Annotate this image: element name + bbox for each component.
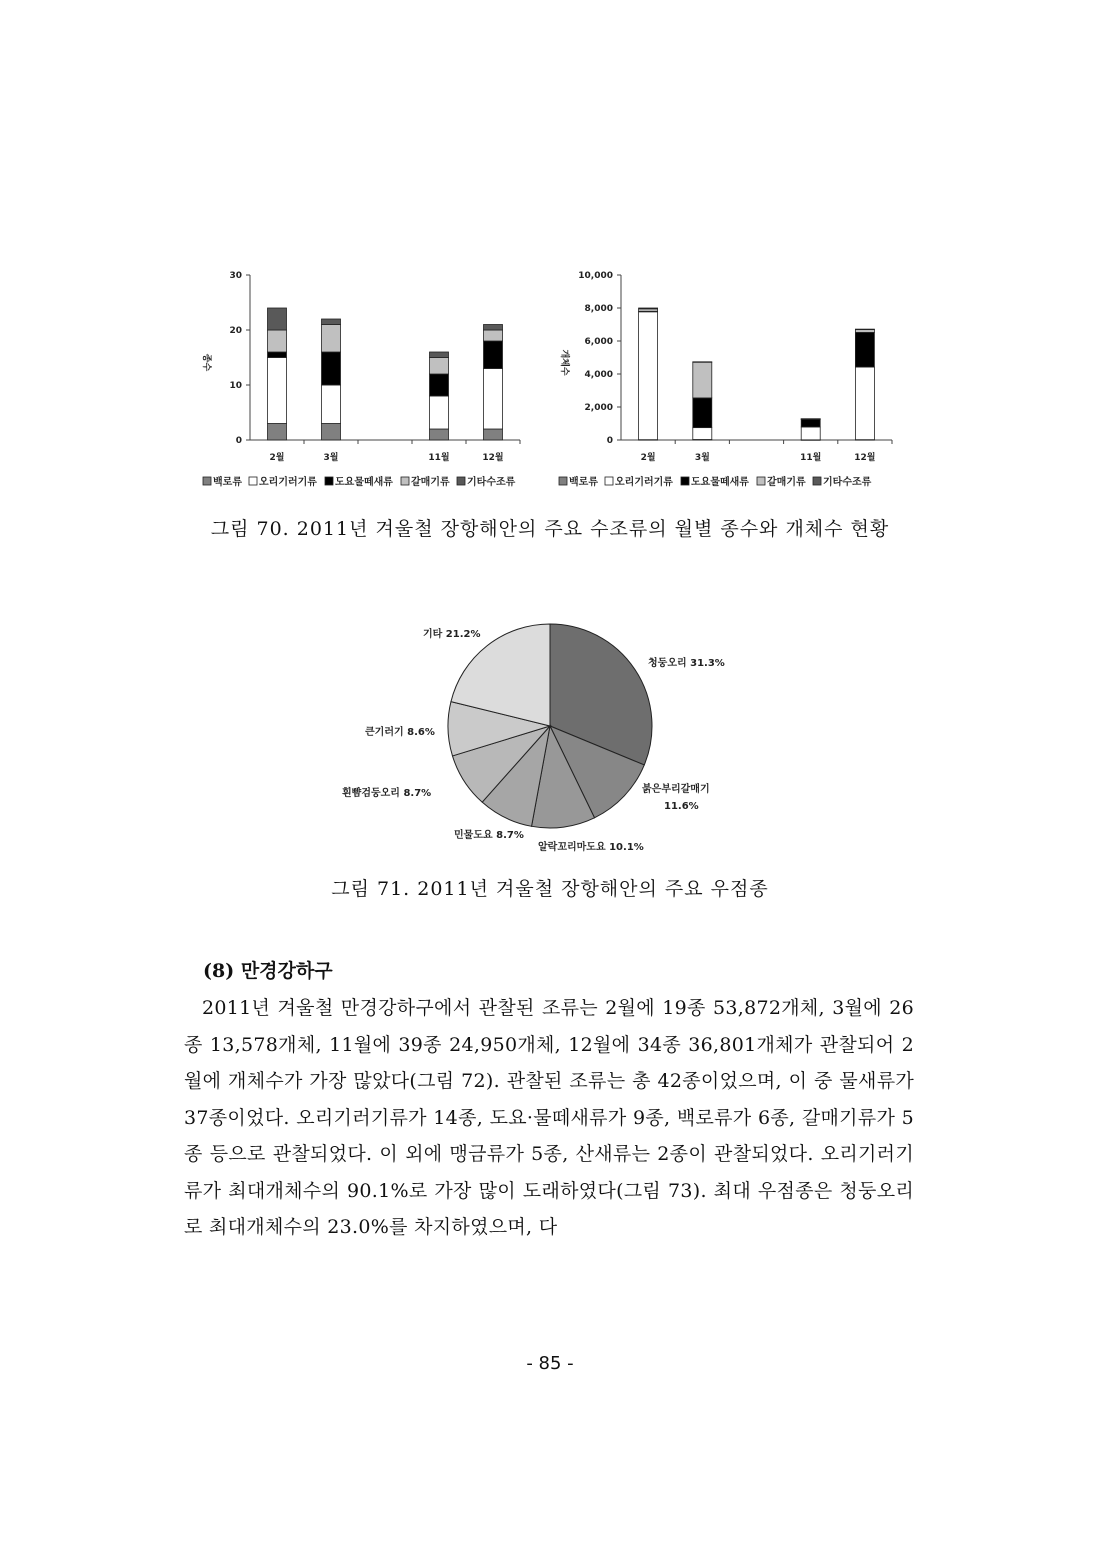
bar-segment bbox=[639, 308, 658, 309]
legend-label: 갈매기류 bbox=[411, 477, 450, 488]
legend-swatch bbox=[605, 477, 613, 485]
bar-segment bbox=[322, 385, 341, 424]
y-tick-label: 6,000 bbox=[584, 337, 613, 347]
bar-segment bbox=[322, 319, 341, 325]
y-tick-label: 20 bbox=[229, 326, 242, 336]
x-tick-label: 2월 bbox=[269, 453, 285, 463]
bar-segment bbox=[801, 427, 820, 440]
bar-segment bbox=[693, 362, 712, 398]
bar-segment bbox=[322, 325, 341, 353]
y-tick-label: 10,000 bbox=[578, 271, 613, 281]
legend-label: 기타수조류 bbox=[467, 477, 516, 488]
y-tick-label: 30 bbox=[229, 271, 242, 281]
bar-segment bbox=[430, 396, 449, 429]
pie-slice-label: 붉은부리갈매기 bbox=[642, 784, 710, 795]
legend-label: 백로류 bbox=[569, 477, 598, 488]
pie-slice-label: 알락꼬리마도요 10.1% bbox=[538, 842, 644, 853]
bar-segment bbox=[268, 308, 287, 330]
bar-segment bbox=[430, 429, 449, 440]
bar-segment bbox=[484, 341, 503, 369]
legend-swatch bbox=[757, 477, 765, 485]
legend-swatch bbox=[457, 477, 465, 485]
body-paragraph: 2011년 겨울철 만경강하구에서 관찰된 조류는 2월에 19종 53,872개체, 3월에 26종 13,578개체, 11월에 39종 24,950개체, 12월에 34종 36,801개체가 관찰되어 2월에 개체수가 가장 많았다(그림 72). 관찰된 조류는 총 42종이었으며, 이 중 물새류가 37종이었다. 오리기러기류가 14종, 도요·물떼새류가 9종, 백로류가 6종, 갈매기류가 5종 등으로 관찰되었다. 이 외에 맹금류가 5종, 산새류는 2종이 관찰되었다. 오리기러기류가 최대개체수의 90.1%로 가장 많이 도래하였다(그림 73). 최대 우점종은 청둥오리로 최대개체수의 23.0%를 차지하였으며, 다 bbox=[184, 997, 914, 1238]
dominant-species-pie-chart bbox=[340, 610, 760, 860]
bar-segment bbox=[855, 329, 874, 330]
bar-segment bbox=[430, 358, 449, 375]
legend-label: 도요물떼새류 bbox=[335, 477, 393, 488]
species-count-stacked-bar-chart bbox=[190, 262, 550, 497]
legend-swatch bbox=[559, 477, 567, 485]
x-tick-label: 11월 bbox=[800, 453, 822, 463]
bar-segment bbox=[484, 325, 503, 331]
y-tick-label: 0 bbox=[235, 436, 242, 446]
bar-segment bbox=[322, 424, 341, 441]
y-tick-label: 2,000 bbox=[584, 403, 613, 413]
y-axis-label: 종수 bbox=[201, 353, 211, 372]
pie-slice-label: 흰뺨검둥오리 8.7% bbox=[342, 788, 432, 799]
legend-label: 백로류 bbox=[213, 477, 242, 488]
figure-70-caption: 그림 70. 2011년 겨울철 장항해안의 주요 수조류의 월별 종수와 개체수 현황 bbox=[210, 518, 890, 540]
pie-slice-label: 청둥오리 31.3% bbox=[648, 658, 725, 669]
legend-label: 갈매기류 bbox=[767, 477, 806, 488]
legend-swatch bbox=[249, 477, 257, 485]
bar-segment bbox=[484, 330, 503, 341]
legend-label: 오리기러기류 bbox=[259, 477, 317, 488]
x-tick-label: 3월 bbox=[323, 453, 339, 463]
bar-segment bbox=[268, 358, 287, 424]
bar-segment bbox=[693, 362, 712, 363]
x-tick-label: 12월 bbox=[482, 453, 504, 463]
legend-swatch bbox=[325, 477, 333, 485]
legend-swatch bbox=[203, 477, 211, 485]
x-tick-label: 3월 bbox=[694, 453, 710, 463]
individual-count-stacked-bar-chart bbox=[550, 262, 910, 497]
bar-segment bbox=[484, 369, 503, 430]
legend-label: 오리기러기류 bbox=[615, 477, 673, 488]
bar-segment bbox=[268, 352, 287, 358]
section-heading: (8) 만경강하구 bbox=[203, 960, 333, 982]
bar-segment bbox=[639, 312, 658, 440]
legend-label: 도요물떼새류 bbox=[691, 477, 749, 488]
legend-swatch bbox=[681, 477, 689, 485]
bar-segment bbox=[268, 330, 287, 352]
bar-segment bbox=[268, 424, 287, 441]
bar-segment bbox=[693, 398, 712, 428]
y-tick-label: 4,000 bbox=[584, 370, 613, 380]
pie-slice-label: 민물도요 8.7% bbox=[454, 830, 524, 841]
bar-segment bbox=[801, 419, 820, 420]
pie-slice-percent: 11.6% bbox=[664, 801, 699, 812]
pie-slice-label: 기타 21.2% bbox=[423, 629, 481, 640]
x-tick-label: 2월 bbox=[640, 453, 656, 463]
bar-segment bbox=[484, 429, 503, 440]
legend-swatch bbox=[813, 477, 821, 485]
legend-label: 기타수조류 bbox=[823, 477, 872, 488]
bar-segment bbox=[801, 419, 820, 427]
x-tick-label: 12월 bbox=[854, 453, 876, 463]
y-tick-label: 0 bbox=[606, 436, 613, 446]
y-axis-label: 개체수 bbox=[559, 349, 569, 376]
bar-segment bbox=[430, 352, 449, 358]
bar-segment bbox=[855, 367, 874, 440]
x-tick-label: 11월 bbox=[428, 453, 450, 463]
page-number: - 85 - bbox=[526, 1353, 574, 1374]
y-tick-label: 8,000 bbox=[584, 304, 613, 314]
bar-segment bbox=[693, 428, 712, 440]
y-tick-label: 10 bbox=[229, 381, 242, 391]
figure-71-caption: 그림 71. 2011년 겨울철 장항해안의 주요 우점종 bbox=[331, 878, 769, 900]
pie-slice-label: 큰기러기 8.6% bbox=[365, 727, 435, 738]
bar-segment bbox=[322, 352, 341, 385]
bar-segment bbox=[855, 332, 874, 367]
legend-swatch bbox=[401, 477, 409, 485]
bar-segment bbox=[430, 374, 449, 396]
